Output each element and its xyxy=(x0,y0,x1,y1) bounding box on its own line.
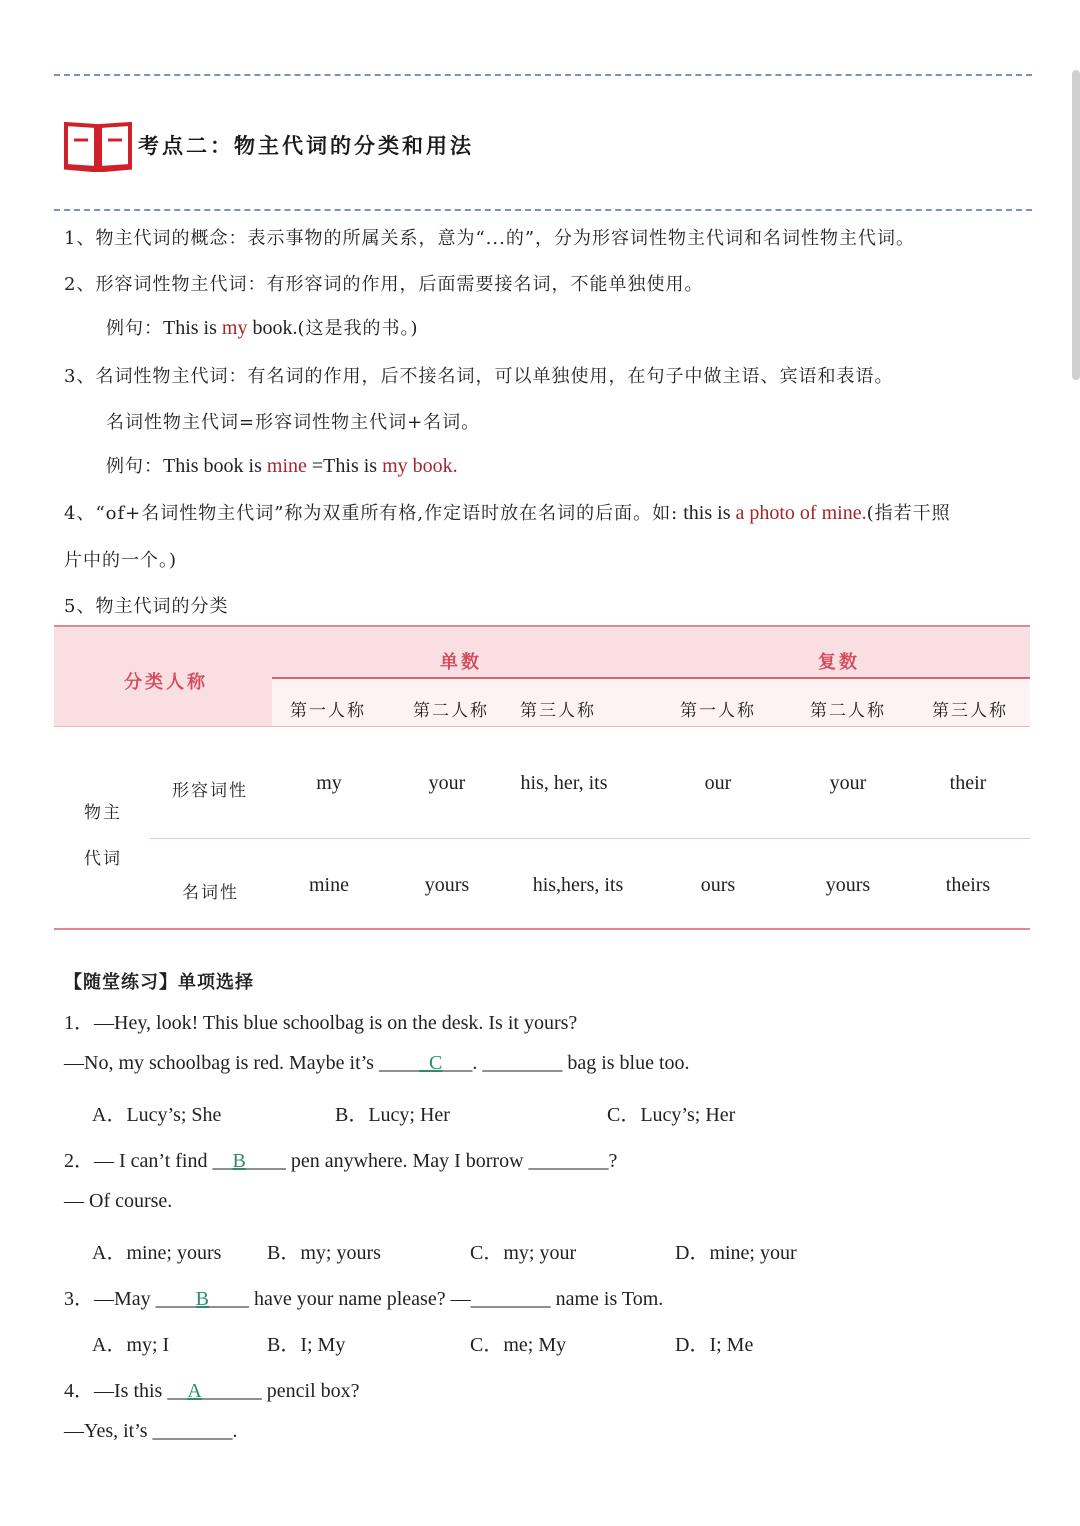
table-corner: 分类人称 xyxy=(124,672,208,693)
option: B．my; yours xyxy=(267,1242,381,1264)
example-label: 例句： xyxy=(106,456,163,477)
question-text: —No, my schoolbag is red. Maybe it’s ____ xyxy=(64,1052,419,1074)
table-cell: ours xyxy=(700,874,736,896)
highlight: mine xyxy=(266,455,307,477)
scrollbar[interactable] xyxy=(1072,70,1080,380)
option: A．mine; yours xyxy=(92,1242,222,1264)
point-3: 3、名词性物主代词：有名词的作用，后不接名词，可以单独使用，在句子中做主语、宾语和表语。 xyxy=(64,366,894,387)
table-subheader xyxy=(272,679,1030,726)
option: D．I; Me xyxy=(675,1334,754,1356)
question-4-line-2: —Yes, it’s ________. xyxy=(64,1420,238,1442)
point-4-text: 4、“of+名词性物主代词”称为双重所有格,作定语时放在名词的后面。如: xyxy=(64,503,679,524)
point-5: 5、物主代词的分类 xyxy=(64,596,229,617)
answer-mark: B xyxy=(232,1150,246,1172)
table-cell: yours xyxy=(825,874,871,896)
table-cell: their xyxy=(949,772,987,794)
highlight: my book. xyxy=(382,455,458,477)
singular-header: 单数 xyxy=(440,652,482,673)
table-cell: yours xyxy=(424,874,470,896)
group-label: 物主 xyxy=(84,803,122,823)
question-text: ____ pen anywhere. May I borrow ________? xyxy=(245,1150,618,1172)
person-header: 第二人称 xyxy=(413,701,489,721)
highlight: my xyxy=(221,317,248,339)
point-4-cont: 片中的一个。) xyxy=(64,550,178,571)
point-4 xyxy=(64,499,951,525)
example-text: book. xyxy=(247,317,298,339)
section-title: 考点二：物主代词的分类和用法 xyxy=(138,133,474,158)
question-text: ______ pencil box? xyxy=(201,1380,360,1402)
option: A．my; I xyxy=(92,1334,170,1356)
table-cell: your xyxy=(829,772,867,794)
table-bottom-rule xyxy=(54,928,1030,930)
table-cell: my xyxy=(316,772,342,794)
table-cell: theirs xyxy=(945,874,991,896)
person-header: 第三人称 xyxy=(520,701,596,721)
question-text: ____ have your name please? —________ name is Tom. xyxy=(209,1288,664,1310)
option: C．me; My xyxy=(470,1334,567,1356)
row-label-adjective: 形容词性 xyxy=(172,781,248,801)
practice-title: 【随堂练习】单项选择 xyxy=(64,972,254,993)
option: D．mine; your xyxy=(675,1242,797,1264)
row-label-noun: 名词性 xyxy=(182,883,239,903)
table-cell: mine xyxy=(309,874,349,896)
option: A．Lucy’s; She xyxy=(92,1104,222,1126)
group-label: 代词 xyxy=(84,849,122,869)
example-2 xyxy=(106,452,458,478)
question-text: 3．—May ____ xyxy=(64,1288,196,1310)
open-book-icon xyxy=(62,118,134,172)
example-text: This is xyxy=(163,317,222,339)
table-cell: our xyxy=(704,772,732,794)
example-label: 例句： xyxy=(106,318,163,339)
answer-mark: _C xyxy=(418,1052,443,1074)
table-mid-rule xyxy=(272,677,1030,679)
option: C．Lucy’s; Her xyxy=(607,1104,736,1126)
table-cell: his, her, its xyxy=(520,772,608,794)
option: B．I; My xyxy=(267,1334,346,1356)
header-divider xyxy=(54,209,1032,211)
person-header: 第二人称 xyxy=(810,701,886,721)
section-header xyxy=(62,118,474,172)
table-cell: your xyxy=(428,772,466,794)
question-1: 1．—Hey, look! This blue schoolbag is on the desk. Is it yours? xyxy=(64,1012,578,1034)
table-cell: his,hers, its xyxy=(532,874,624,896)
question-2 xyxy=(64,1144,617,1173)
question-1-line-2 xyxy=(64,1052,690,1075)
question-text: 2．— I can’t find __ xyxy=(64,1150,233,1172)
example-translation: (这是我的书。) xyxy=(297,318,419,339)
person-header: 第三人称 xyxy=(932,701,1008,721)
question-text: ___. ________ bag is blue too. xyxy=(442,1052,690,1074)
point-4-example: this is xyxy=(678,502,736,524)
top-divider xyxy=(54,74,1032,76)
example-text: =This is xyxy=(306,455,383,477)
question-2-line-2: — Of course. xyxy=(64,1190,173,1212)
table-header-rule xyxy=(54,726,1030,727)
answer-mark: B xyxy=(195,1288,210,1310)
point-2: 2、形容词性物主代词：有形容词的作用，后面需要接名词，不能单独使用。 xyxy=(64,274,704,295)
point-3-rule: 名词性物主代词=形容词性物主代词+名词。 xyxy=(106,412,481,433)
person-header: 第一人称 xyxy=(680,701,756,721)
person-header: 第一人称 xyxy=(290,701,366,721)
example-text: This book is xyxy=(163,455,267,477)
table-top-rule xyxy=(54,625,1030,627)
answer-mark: A xyxy=(187,1380,202,1402)
question-4 xyxy=(64,1374,360,1403)
example-1 xyxy=(106,314,419,340)
option: B．Lucy; Her xyxy=(335,1104,450,1126)
highlight: a photo of mine. xyxy=(735,502,867,524)
point-4-note: (指若干照 xyxy=(866,503,951,524)
point-1: 1、物主代词的概念：表示事物的所属关系，意为“...的”，分为形容词性物主代词和名词性物主代词。 xyxy=(64,228,916,249)
option: C．my; your xyxy=(470,1242,577,1264)
question-3 xyxy=(64,1282,663,1311)
table-row-rule xyxy=(150,838,1030,839)
question-text: 4．—Is this __ xyxy=(64,1380,188,1402)
plural-header: 复数 xyxy=(818,652,860,673)
